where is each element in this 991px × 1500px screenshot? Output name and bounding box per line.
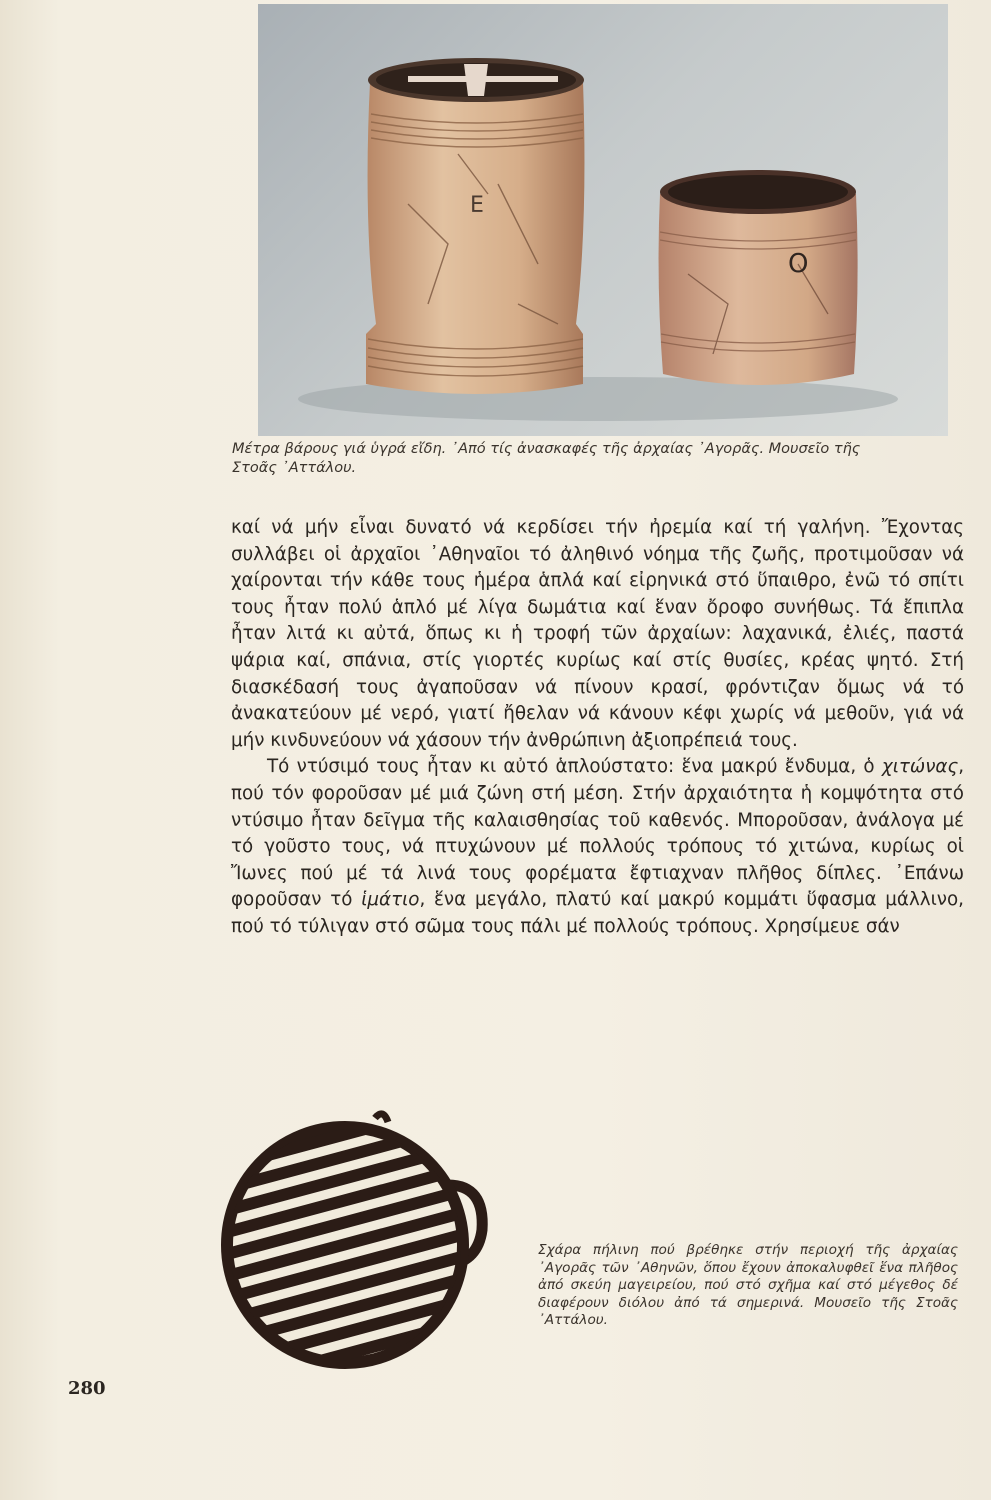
term-chiton: χιτώνας	[881, 756, 959, 778]
jar-letter-right: Ο	[788, 249, 809, 279]
photo-caption-line-2: Στοᾶς ᾿Αττάλου.	[232, 460, 357, 476]
photo-caption	[232, 440, 962, 478]
jars-illustration	[258, 4, 948, 436]
paragraph-2-part-b: , πού τόν φοροῦσαν μέ μιά ζώνη στή μέση. Στήν ἀρχαιότητα ἡ κομψότητα στό ντύσιμο ἦταν δεῖγμα τῆς καλαισθησίας τοῦ καθενός. Μποροῦσαν, ἀνάλογα μέ τό γοῦστο τους, νά πτυχώνουν μέ πολλούς τρόπους τό χιτώνα, κυρίως οἱ Ἴωνες πού μέ τά λινά τους φορέματα ἔφτιαχναν πλῆθος δίπλες. ᾿Επάνω φοροῦσαν τό	[231, 756, 964, 911]
clay-grill-image	[220, 1100, 495, 1390]
photo-caption-line-1: Μέτρα βάρους γιά ὑγρά εἴδη. ᾿Από τίς ἀνασκαφές τῆς ἀρχαίας ᾿Αγορᾶς. Μουσεῖο τῆς	[232, 441, 861, 457]
large-jar	[366, 58, 584, 394]
measuring-jars-photo	[258, 4, 948, 436]
term-himation: ἱμάτιο	[361, 889, 420, 911]
paragraph-2	[231, 754, 964, 940]
page-number: 280	[68, 1378, 106, 1399]
jar-letter-left: Ε	[470, 193, 484, 218]
paragraph-1: καί νά μήν εἶναι δυνατό νά κερδίσει τήν ἠρεμία καί τή γαλήνη. Ἔχοντας συλλάβει οἱ ἀρχαῖοι ᾿Αθηναῖοι τό ἀληθινό νόημα τῆς ζωῆς, προτιμοῦσαν νά χαίρονται τήν κάθε τους ἡμέρα ἁπλά καί εἰρηνικά στό ὕπαιθρο, ἐνῶ τό σπίτι τους ἦταν πολύ ἁπλό μέ λίγα δωμάτια καί ἕναν ὄροφο συνήθως. Τά ἔπιπλα ἦταν λιτά κι αὐτά, ὅπως κι ἡ τροφή τῶν ἀρχαίων: λαχανικά, ἐλιές, παστά ψάρια καί, σπάνια, στίς γιορτές κυρίως καί στίς θυσίες, κρέας ψητό. Στή διασκέδασή τους ἀγαποῦσαν νά πίνουν κρασί, φρόντιζαν ὅμως νά τό ἀνακατεύουν μέ νερό, γιατί ἤθελαν νά κάνουν κέφι χωρίς νά μεθοῦν, γιά νά μήν κινδυνεύουν νά χάσουν τήν ἀνθρώπινη ἀξιοπρέπειά τους.	[231, 517, 964, 751]
paragraph-2-part-c: , ἕνα μεγάλο, πλατύ καί μακρύ κομμάτι ὕφασμα μάλλινο, πού τό τύλιγαν στό σῶμα τους πάλι μέ πολλούς τρόπους. Χρησίμευε σάν	[231, 889, 964, 937]
body-text	[231, 515, 964, 941]
paragraph-2-part-a: Τό ντύσιμό τους ἦταν κι αὐτό ἁπλούστατο: ἕνα μακρύ ἔνδυμα, ὁ	[267, 756, 882, 778]
small-jar	[659, 170, 858, 385]
grill-illustration	[220, 1100, 495, 1390]
grill-caption: Σχάρα πήλινη πού βρέθηκε στήν περιοχή τῆς ἀρχαίας ᾿Αγορᾶς τῶν ᾿Αθηνῶν, ὅπου ἔχουν ἀποκαλυφθεῖ ἕνα πλῆθος ἀπό σκεύη μαγειρείου, πού στό σχῆμα καί στό μέγεθος δέ διαφέρουν διόλου ἀπό τά σημερινά. Μουσεῖο τῆς Στοᾶς ᾿Αττάλου.	[538, 1242, 958, 1328]
